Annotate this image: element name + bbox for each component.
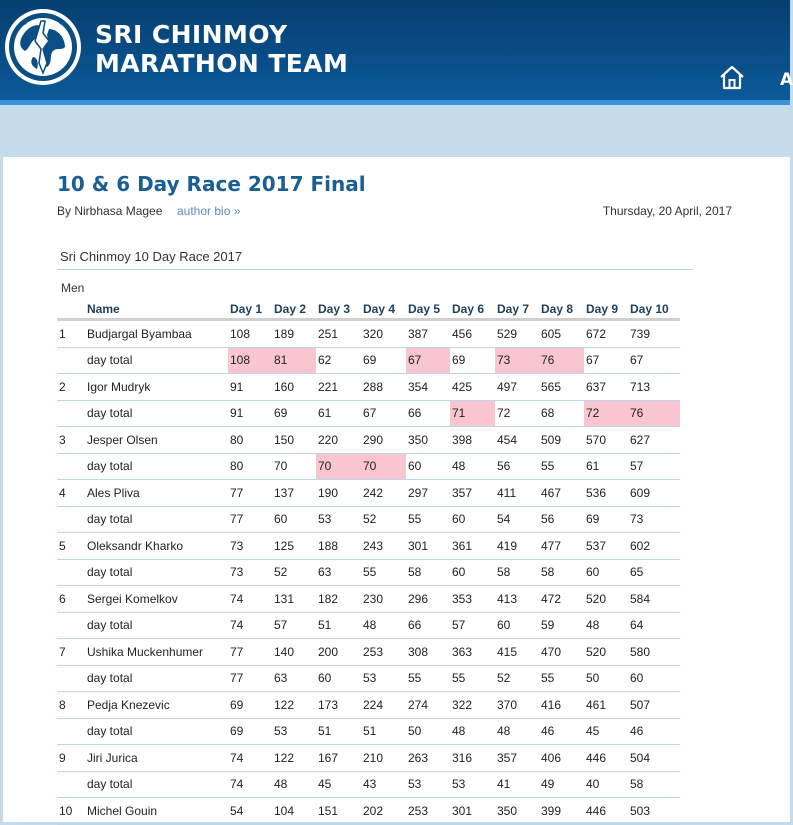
table-row: [57, 320, 680, 348]
day-value-cell: 69: [228, 718, 272, 745]
day-value-cell: 74: [228, 586, 272, 613]
day-value-cell: 200: [316, 639, 361, 666]
day-total-label-cell: day total: [85, 506, 228, 533]
rank-cell: 7: [57, 639, 85, 666]
day-value-cell: 50: [406, 718, 450, 745]
day-value-cell: 60: [272, 506, 316, 533]
day-value-cell: 182: [316, 586, 361, 613]
day-value-cell: 224: [361, 692, 406, 719]
table-row: [57, 639, 680, 666]
day-value-cell: 48: [584, 612, 628, 639]
rank-cell: 9: [57, 745, 85, 772]
day-value-cell: 202: [361, 798, 406, 825]
runner-name-cell: Michel Gouin: [85, 798, 228, 825]
day-value-cell: 53: [450, 771, 495, 798]
runner-name-cell: Budjargal Byambaa: [85, 320, 228, 348]
day-value-cell: 301: [406, 533, 450, 560]
day-value-cell: 320: [361, 320, 406, 348]
column-header: Day 3: [316, 300, 361, 320]
day-value-cell: 55: [450, 665, 495, 692]
day-value-cell: 353: [450, 586, 495, 613]
day-value-cell: 297: [406, 480, 450, 507]
day-value-cell: 77: [228, 639, 272, 666]
column-header: Day 5: [406, 300, 450, 320]
table-row: [57, 533, 680, 560]
day-value-cell: 74: [228, 612, 272, 639]
rank-cell: [57, 718, 85, 745]
day-value-cell: 57: [450, 612, 495, 639]
rank-cell: [57, 506, 85, 533]
day-value-cell: 64: [628, 612, 680, 639]
table-row: [57, 745, 680, 772]
day-value-cell: 69: [450, 347, 495, 374]
day-value-cell: 253: [406, 798, 450, 825]
day-value-cell: 91: [228, 374, 272, 401]
day-value-cell: 454: [495, 427, 539, 454]
day-value-cell: 55: [361, 559, 406, 586]
day-value-cell: 61: [316, 400, 361, 427]
day-value-cell: 48: [450, 453, 495, 480]
day-value-cell: 413: [495, 586, 539, 613]
day-value-cell: 188: [316, 533, 361, 560]
runner-name-cell: Ushika Muckenhumer: [85, 639, 228, 666]
day-value-cell: 210: [361, 745, 406, 772]
day-value-cell: 48: [361, 612, 406, 639]
site-title-line-1: SRI CHINMOY: [95, 20, 288, 49]
day-value-cell: 605: [539, 320, 584, 348]
day-value-cell: 69: [361, 347, 406, 374]
column-header-rank: [57, 300, 85, 320]
table-row: [57, 506, 680, 533]
day-value-cell: 220: [316, 427, 361, 454]
day-value-cell: 108: [228, 347, 272, 374]
day-value-cell: 40: [584, 771, 628, 798]
header-stripe: [0, 100, 790, 105]
day-value-cell: 354: [406, 374, 450, 401]
day-value-cell: 739: [628, 320, 680, 348]
day-value-cell: 66: [406, 612, 450, 639]
rank-cell: [57, 559, 85, 586]
day-value-cell: 357: [495, 745, 539, 772]
day-value-cell: 52: [272, 559, 316, 586]
day-total-label-cell: day total: [85, 453, 228, 480]
day-value-cell: 446: [584, 745, 628, 772]
day-value-cell: 497: [495, 374, 539, 401]
day-value-cell: 446: [584, 798, 628, 825]
table-row: [57, 612, 680, 639]
day-value-cell: 70: [361, 453, 406, 480]
day-value-cell: 74: [228, 745, 272, 772]
day-value-cell: 406: [539, 745, 584, 772]
day-value-cell: 425: [450, 374, 495, 401]
column-header: Day 6: [450, 300, 495, 320]
day-value-cell: 52: [361, 506, 406, 533]
day-value-cell: 43: [361, 771, 406, 798]
day-value-cell: 627: [628, 427, 680, 454]
day-value-cell: 51: [316, 612, 361, 639]
day-value-cell: 58: [406, 559, 450, 586]
day-value-cell: 77: [228, 665, 272, 692]
day-value-cell: 167: [316, 745, 361, 772]
column-header: Day 8: [539, 300, 584, 320]
day-value-cell: 73: [495, 347, 539, 374]
day-value-cell: 253: [361, 639, 406, 666]
day-value-cell: 251: [316, 320, 361, 348]
rank-cell: 4: [57, 480, 85, 507]
rank-cell: 2: [57, 374, 85, 401]
day-value-cell: 53: [316, 506, 361, 533]
day-value-cell: 242: [361, 480, 406, 507]
column-header: Day 4: [361, 300, 406, 320]
day-value-cell: 55: [539, 453, 584, 480]
day-value-cell: 53: [406, 771, 450, 798]
day-value-cell: 150: [272, 427, 316, 454]
day-value-cell: 56: [495, 453, 539, 480]
site-logo[interactable]: [3, 7, 83, 87]
day-value-cell: 55: [406, 665, 450, 692]
day-value-cell: 67: [584, 347, 628, 374]
day-total-label-cell: day total: [85, 665, 228, 692]
day-value-cell: 51: [316, 718, 361, 745]
day-value-cell: 529: [495, 320, 539, 348]
table-row: [57, 559, 680, 586]
day-value-cell: 48: [272, 771, 316, 798]
rank-cell: [57, 347, 85, 374]
day-value-cell: 350: [495, 798, 539, 825]
day-value-cell: 48: [450, 718, 495, 745]
day-total-label-cell: day total: [85, 559, 228, 586]
day-value-cell: 60: [450, 559, 495, 586]
day-value-cell: 125: [272, 533, 316, 560]
day-value-cell: 60: [495, 612, 539, 639]
day-value-cell: 52: [495, 665, 539, 692]
day-value-cell: 411: [495, 480, 539, 507]
table-row: [57, 692, 680, 719]
column-header: Day 10: [628, 300, 680, 320]
day-value-cell: 104: [272, 798, 316, 825]
runner-name-cell: Ales Pliva: [85, 480, 228, 507]
day-value-cell: 461: [584, 692, 628, 719]
day-value-cell: 173: [316, 692, 361, 719]
day-value-cell: 509: [539, 427, 584, 454]
section-label-men: Men: [61, 281, 85, 295]
day-value-cell: 221: [316, 374, 361, 401]
column-header: Name: [85, 300, 228, 320]
day-total-label-cell: day total: [85, 771, 228, 798]
site-title-line-2: MARATHON TEAM: [95, 49, 349, 78]
day-value-cell: 609: [628, 480, 680, 507]
rank-cell: 3: [57, 427, 85, 454]
day-value-cell: 54: [228, 798, 272, 825]
day-total-label-cell: day total: [85, 612, 228, 639]
day-value-cell: 419: [495, 533, 539, 560]
rank-cell: 5: [57, 533, 85, 560]
day-value-cell: 108: [228, 320, 272, 348]
home-icon[interactable]: [718, 64, 746, 91]
day-value-cell: 45: [584, 718, 628, 745]
day-value-cell: 580: [628, 639, 680, 666]
day-value-cell: 274: [406, 692, 450, 719]
day-value-cell: 58: [628, 771, 680, 798]
day-value-cell: 503: [628, 798, 680, 825]
day-value-cell: 472: [539, 586, 584, 613]
day-value-cell: 76: [628, 400, 680, 427]
day-value-cell: 48: [495, 718, 539, 745]
day-value-cell: 51: [361, 718, 406, 745]
day-value-cell: 537: [584, 533, 628, 560]
day-value-cell: 62: [316, 347, 361, 374]
rank-cell: [57, 400, 85, 427]
day-value-cell: 67: [406, 347, 450, 374]
results-table: [57, 300, 680, 825]
day-value-cell: 584: [628, 586, 680, 613]
day-value-cell: 477: [539, 533, 584, 560]
rank-cell: [57, 771, 85, 798]
day-value-cell: 56: [539, 506, 584, 533]
day-value-cell: 70: [272, 453, 316, 480]
runner-name-cell: Pedja Knezevic: [85, 692, 228, 719]
table-row: [57, 347, 680, 374]
race-title: Sri Chinmoy 10 Day Race 2017: [60, 249, 243, 264]
day-value-cell: 69: [272, 400, 316, 427]
day-value-cell: 456: [450, 320, 495, 348]
day-value-cell: 288: [361, 374, 406, 401]
day-value-cell: 470: [539, 639, 584, 666]
day-value-cell: 72: [495, 400, 539, 427]
table-row: [57, 718, 680, 745]
day-value-cell: 350: [406, 427, 450, 454]
day-total-label-cell: day total: [85, 718, 228, 745]
day-value-cell: 73: [228, 533, 272, 560]
day-value-cell: 69: [584, 506, 628, 533]
day-value-cell: 565: [539, 374, 584, 401]
day-value-cell: 80: [228, 427, 272, 454]
day-value-cell: 45: [316, 771, 361, 798]
day-value-cell: 399: [539, 798, 584, 825]
column-header: Day 1: [228, 300, 272, 320]
day-value-cell: 137: [272, 480, 316, 507]
table-row: [57, 798, 680, 825]
rank-cell: 10: [57, 798, 85, 825]
table-row: [57, 374, 680, 401]
day-value-cell: 50: [584, 665, 628, 692]
day-value-cell: 55: [539, 665, 584, 692]
day-value-cell: 296: [406, 586, 450, 613]
table-row: [57, 400, 680, 427]
day-total-label-cell: day total: [85, 347, 228, 374]
day-value-cell: 68: [539, 400, 584, 427]
day-value-cell: 46: [628, 718, 680, 745]
day-value-cell: 507: [628, 692, 680, 719]
day-value-cell: 361: [450, 533, 495, 560]
day-value-cell: 71: [450, 400, 495, 427]
column-header: Day 7: [495, 300, 539, 320]
day-value-cell: 60: [316, 665, 361, 692]
rank-cell: 1: [57, 320, 85, 348]
day-value-cell: 122: [272, 692, 316, 719]
site-title[interactable]: [95, 20, 348, 78]
day-value-cell: 60: [584, 559, 628, 586]
day-value-cell: 66: [406, 400, 450, 427]
column-header: Day 2: [272, 300, 316, 320]
author-bio-link[interactable]: author bio »: [177, 204, 241, 218]
globe-runner-icon: [3, 7, 83, 87]
day-value-cell: 77: [228, 480, 272, 507]
day-value-cell: 637: [584, 374, 628, 401]
day-value-cell: 713: [628, 374, 680, 401]
day-value-cell: 58: [539, 559, 584, 586]
runner-name-cell: Jiri Jurica: [85, 745, 228, 772]
day-value-cell: 190: [316, 480, 361, 507]
day-value-cell: 76: [539, 347, 584, 374]
day-value-cell: 122: [272, 745, 316, 772]
runner-name-cell: Jesper Olsen: [85, 427, 228, 454]
day-value-cell: 357: [450, 480, 495, 507]
rank-cell: [57, 612, 85, 639]
day-value-cell: 290: [361, 427, 406, 454]
article-byline: By Nirbhasa Magee: [57, 204, 163, 218]
day-value-cell: 316: [450, 745, 495, 772]
day-value-cell: 602: [628, 533, 680, 560]
day-value-cell: 54: [495, 506, 539, 533]
column-header: Day 9: [584, 300, 628, 320]
runner-name-cell: Igor Mudryk: [85, 374, 228, 401]
day-value-cell: 151: [316, 798, 361, 825]
day-value-cell: 67: [361, 400, 406, 427]
table-row: [57, 453, 680, 480]
day-value-cell: 70: [316, 453, 361, 480]
table-row: [57, 771, 680, 798]
day-value-cell: 46: [539, 718, 584, 745]
day-value-cell: 60: [450, 506, 495, 533]
day-value-cell: 520: [584, 639, 628, 666]
day-value-cell: 140: [272, 639, 316, 666]
day-value-cell: 308: [406, 639, 450, 666]
table-row: [57, 665, 680, 692]
day-value-cell: 73: [628, 506, 680, 533]
day-value-cell: 672: [584, 320, 628, 348]
day-value-cell: 73: [228, 559, 272, 586]
day-value-cell: 243: [361, 533, 406, 560]
day-value-cell: 60: [406, 453, 450, 480]
day-value-cell: 504: [628, 745, 680, 772]
day-value-cell: 230: [361, 586, 406, 613]
day-value-cell: 57: [628, 453, 680, 480]
day-value-cell: 67: [628, 347, 680, 374]
day-value-cell: 387: [406, 320, 450, 348]
day-value-cell: 53: [272, 718, 316, 745]
day-value-cell: 63: [316, 559, 361, 586]
day-value-cell: 72: [584, 400, 628, 427]
divider: [57, 269, 693, 270]
day-value-cell: 53: [361, 665, 406, 692]
day-value-cell: 189: [272, 320, 316, 348]
day-value-cell: 59: [539, 612, 584, 639]
day-value-cell: 301: [450, 798, 495, 825]
day-value-cell: 81: [272, 347, 316, 374]
day-value-cell: 60: [628, 665, 680, 692]
day-value-cell: 160: [272, 374, 316, 401]
day-value-cell: 322: [450, 692, 495, 719]
day-value-cell: 370: [495, 692, 539, 719]
day-value-cell: 57: [272, 612, 316, 639]
day-value-cell: 398: [450, 427, 495, 454]
day-value-cell: 69: [228, 692, 272, 719]
day-value-cell: 55: [406, 506, 450, 533]
day-value-cell: 91: [228, 400, 272, 427]
rank-cell: [57, 665, 85, 692]
nav-item-partial[interactable]: A: [780, 70, 793, 90]
day-value-cell: 77: [228, 506, 272, 533]
table-header-row: [57, 300, 680, 320]
day-value-cell: 58: [495, 559, 539, 586]
day-value-cell: 61: [584, 453, 628, 480]
rank-cell: 8: [57, 692, 85, 719]
day-value-cell: 363: [450, 639, 495, 666]
table-row: [57, 427, 680, 454]
day-value-cell: 570: [584, 427, 628, 454]
runner-name-cell: Oleksandr Kharko: [85, 533, 228, 560]
day-value-cell: 263: [406, 745, 450, 772]
day-total-label-cell: day total: [85, 400, 228, 427]
day-value-cell: 63: [272, 665, 316, 692]
day-value-cell: 74: [228, 771, 272, 798]
rank-cell: [57, 453, 85, 480]
table-row: [57, 586, 680, 613]
article-date: Thursday, 20 April, 2017: [602, 204, 732, 218]
day-value-cell: 467: [539, 480, 584, 507]
day-value-cell: 65: [628, 559, 680, 586]
day-value-cell: 80: [228, 453, 272, 480]
day-value-cell: 41: [495, 771, 539, 798]
article-title[interactable]: 10 & 6 Day Race 2017 Final: [57, 172, 366, 196]
rank-cell: 6: [57, 586, 85, 613]
day-value-cell: 520: [584, 586, 628, 613]
table-row: [57, 480, 680, 507]
day-value-cell: 49: [539, 771, 584, 798]
day-value-cell: 415: [495, 639, 539, 666]
day-value-cell: 416: [539, 692, 584, 719]
day-value-cell: 536: [584, 480, 628, 507]
runner-name-cell: Sergei Komelkov: [85, 586, 228, 613]
day-value-cell: 131: [272, 586, 316, 613]
